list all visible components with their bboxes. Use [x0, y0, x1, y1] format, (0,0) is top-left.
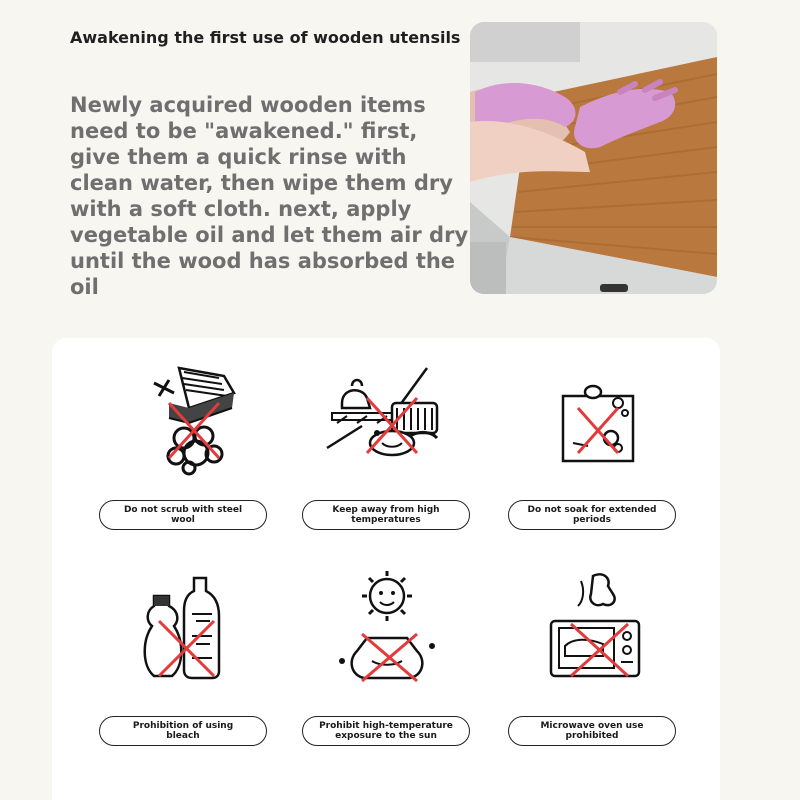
- page-title: Awakening the first use of wooden utensils: [70, 28, 461, 47]
- steel-wool-sponge-icon: [124, 358, 244, 478]
- soaking-bowl-icon: [533, 358, 653, 478]
- tip-label: Microwave oven use prohibited: [508, 716, 676, 746]
- sun-exposure-icon: [322, 566, 452, 686]
- tip-label: Keep away from high temperatures: [302, 500, 470, 530]
- countertop-photo: [470, 22, 717, 294]
- care-tip-sun: [302, 566, 472, 741]
- stove-heat-icon: [322, 358, 452, 478]
- care-tip-bleach: [99, 566, 269, 741]
- care-instructions-card: [52, 338, 720, 800]
- bleach-bottles-icon: [124, 566, 244, 686]
- care-tip-steel-wool: [99, 358, 269, 525]
- tip-label: Prohibition of using bleach: [99, 716, 267, 746]
- care-tip-soaking: [508, 358, 678, 525]
- tip-label: Do not scrub with steel wool: [99, 500, 267, 530]
- gloved-hand-wiping-photo-icon: [470, 22, 717, 294]
- intro-paragraph: Newly acquired wooden items need to be "awakened." first, give them a quick rinse with clean water, then wipe them dry with a soft cloth. next, apply vegetable oil and let them air dry until the wood has absorbed the oil: [70, 93, 469, 299]
- microwave-icon: [533, 566, 653, 686]
- tip-label: Prohibit high-temperature exposure to the sun: [302, 716, 470, 746]
- tip-label: Do not soak for extended periods: [508, 500, 676, 530]
- care-tip-heat: [302, 358, 472, 525]
- care-tip-microwave: [508, 566, 678, 741]
